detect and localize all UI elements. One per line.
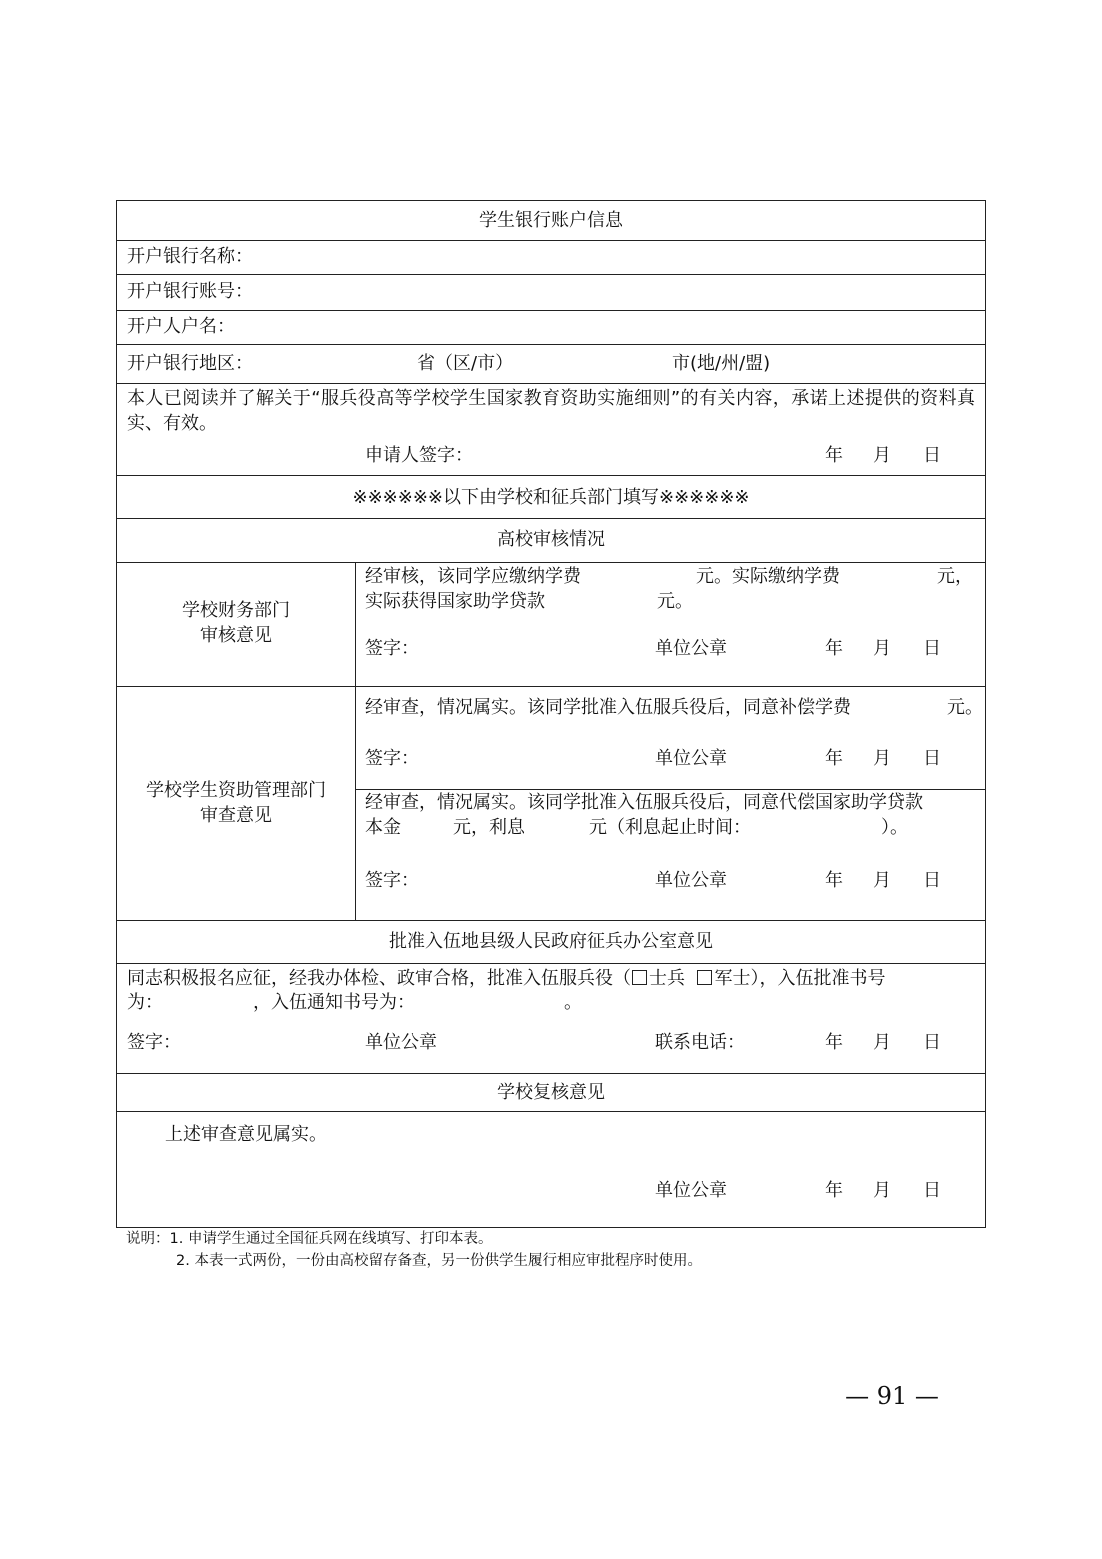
row-divider [117,686,985,687]
aid-tuition-signature-label: 签字： [365,748,419,769]
finance-seal-label: 单位公章 [655,638,727,659]
date-month: 月 [873,1180,891,1201]
date-month: 月 [873,1032,891,1053]
recruitment-text-line1 [127,966,885,991]
aid-loan-signature-label: 签字： [365,870,419,891]
date-year: 年 [825,638,843,659]
recruitment-text-line1b: ），入伍批准书号 [750,968,886,989]
page-number: — 91 — [845,1382,939,1410]
date-day: 日 [923,870,941,891]
date-year: 年 [825,870,843,891]
date-day: 日 [923,1180,941,1201]
soldier-checkbox[interactable] [632,970,647,985]
finance-text-line1a: 经审核，该同学应缴纳学费 [365,566,581,587]
aid-loan-seal-label: 单位公章 [655,870,727,891]
row-divider [117,1073,985,1074]
school-recheck-title: 学校复核意见 [497,1082,605,1103]
row-divider [117,518,985,519]
recruitment-text-line2c: 。 [564,992,582,1013]
school-recheck-text: 上述审查意见属实。 [165,1124,327,1145]
account-number-label: 开户银行账号： [127,281,253,302]
date-year: 年 [825,1032,843,1053]
recruitment-seal-label: 单位公章 [365,1032,437,1053]
date-day: 日 [923,445,941,466]
bank-name-label: 开户银行名称： [127,246,253,267]
university-review-title: 高校审核情况 [497,529,605,550]
row-divider [117,920,985,921]
date-month: 月 [873,748,891,769]
school-section-banner: ※※※※※※以下由学校和征兵部门填写※※※※※※ [352,487,750,508]
date-day: 日 [923,748,941,769]
account-holder-label: 开户人户名： [127,316,235,337]
date-day: 日 [923,638,941,659]
aid-loan-interest-period-label: 元（利息起止时间： [589,817,751,838]
aid-dept-label-2: 审查意见 [200,805,272,826]
date-day: 日 [923,1032,941,1053]
row-divider [117,963,985,964]
province-label: 省（区/市） [417,353,514,374]
finance-dept-label-2: 审核意见 [200,625,272,646]
column-divider [355,562,356,920]
recruitment-signature-label: 签字： [127,1032,181,1053]
row-divider [117,383,985,384]
date-year: 年 [825,748,843,769]
aid-tuition-seal-label: 单位公章 [655,748,727,769]
finance-dept-label: 学校财务部门 [182,600,290,621]
sergeant-checkbox[interactable] [697,970,712,985]
row-divider [117,562,985,563]
aid-loan-text-line1: 经审查，情况属实。该同学批准入伍服兵役后，同意代偿国家助学贷款 [365,792,923,813]
date-year: 年 [825,445,843,466]
notes-line1: 说明：1. 申请学生通过全国征兵网在线填写、打印本表。 [126,1231,493,1247]
bank-region-label: 开户银行地区： [127,353,253,374]
recruitment-text-line1a: 同志积极报名应征，经我办体检、政审合格，批准入伍服兵役（ [127,968,631,989]
row-divider [117,475,985,476]
finance-text-line2a: 实际获得国家助学贷款 [365,591,545,612]
finance-text-line1c: 元， [937,566,973,587]
row-divider [117,344,985,345]
city-label: 市(地/州/盟) [672,353,771,374]
commitment-text: 本人已阅读并了解关于“服兵役高等学校学生国家教育资助实施细则”的有关内容，承诺上述提供的资料真实、有效。 [127,388,975,434]
school-recheck-seal-label: 单位公章 [655,1180,727,1201]
recruitment-phone-label: 联系电话： [655,1032,745,1053]
row-divider [117,274,985,275]
aid-loan-principal-label: 本金 [365,817,401,838]
recruitment-text-line2b: ，入伍通知书号为： [253,992,415,1013]
row-divider [117,310,985,311]
finance-signature-label: 签字： [365,638,419,659]
aid-tuition-unit: 元。 [947,697,983,718]
aid-tuition-text: 经审查，情况属实。该同学批准入伍服兵役后，同意补偿学费 [365,697,851,718]
bank-section-title: 学生银行账户信息 [479,210,623,231]
aid-loan-close: ）。 [881,817,908,838]
recruitment-text-line2a: 为： [127,992,163,1013]
row-divider [117,1111,985,1112]
row-divider [117,240,985,241]
recruitment-office-title: 批准入伍地县级人民政府征兵办公室意见 [389,931,713,952]
date-month: 月 [873,870,891,891]
aid-loan-interest-label: 元，利息 [453,817,525,838]
aid-dept-label: 学校学生资助管理部门 [146,780,326,801]
option-soldier: 士兵 [649,968,685,989]
date-year: 年 [825,1180,843,1201]
row-divider [355,789,985,790]
option-sergeant: 军士 [714,968,751,989]
date-month: 月 [873,638,891,659]
application-form-table [116,200,986,1228]
applicant-signature-label: 申请人签字： [365,445,473,466]
notes-line2: 2. 本表一式两份，一份由高校留存备查，另一份供学生履行相应审批程序时使用。 [176,1253,702,1269]
date-month: 月 [873,445,891,466]
finance-text-line2b: 元。 [657,591,693,612]
finance-text-line1b: 元。实际缴纳学费 [696,566,840,587]
